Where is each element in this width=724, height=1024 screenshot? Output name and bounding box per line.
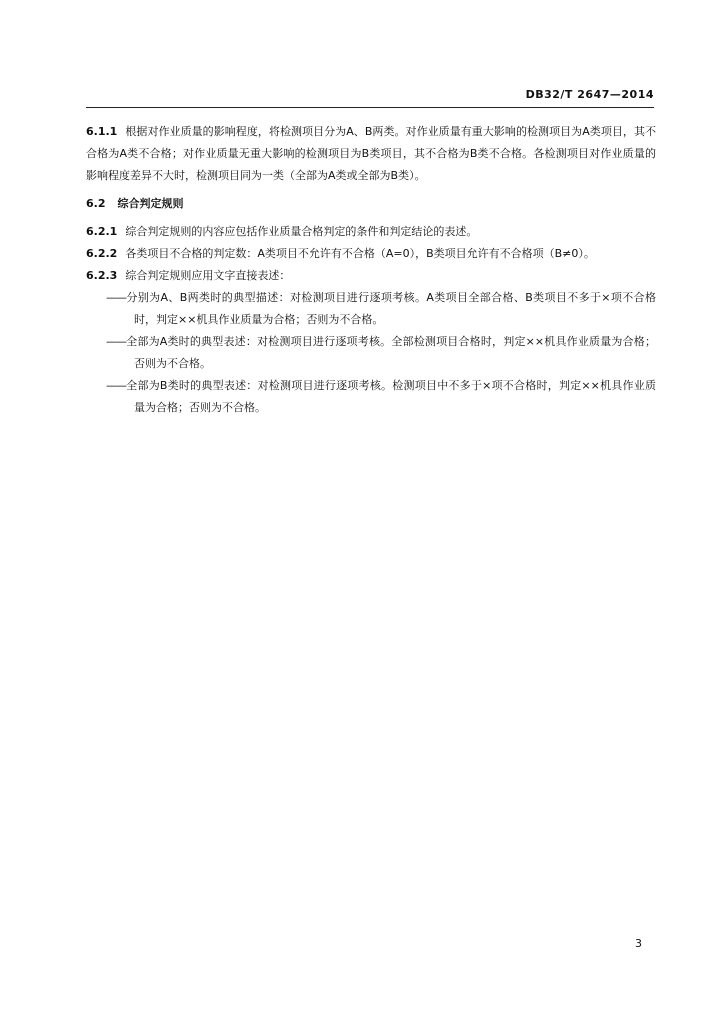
- list-item: [106, 287, 656, 331]
- list-item-text: 全部为B类时的典型表述：对检测项目进行逐项考核。检测项目中不多于×项不合格时，判定××机具作业质量为合格；否则为不合格。: [126, 379, 656, 414]
- clause-text: 根据对作业质量的影响程度，将检测项目分为A、B两类。对作业质量有重大影响的检测项目为A类项目，其不合格为A类不合格；对作业质量无重大影响的检测项目为B类项目，其不合格为B类不合格。各检测项目对作业质量的影响程度差异不大时，检测项目同为一类（全部为A类或全部为B类）。: [86, 125, 656, 182]
- clause-number: 6.2.3: [86, 269, 118, 282]
- clause-6-2-1: [86, 221, 656, 243]
- document-code: DB32/T 2647—2014: [525, 88, 654, 101]
- section-title: 综合判定规则: [117, 197, 184, 210]
- clause-text: 各类项目不合格的判定数：A类项目不允许有不合格（A=0），B类项目允许有不合格项（B≠0）。: [125, 247, 595, 260]
- list-dash: ——: [106, 379, 126, 392]
- document-body: [86, 121, 656, 419]
- clause-number: 6.2.2: [86, 247, 118, 260]
- clause-6-2-3: [86, 265, 656, 287]
- list-item-text: 全部为A类时的典型表述：对检测项目进行逐项考核。全部检测项目合格时，判定××机具作业质量为合格；否则为不合格。: [126, 335, 656, 370]
- clause-6-2-2: [86, 243, 656, 265]
- section-heading-6-2: [86, 193, 656, 215]
- page-number: 3: [635, 937, 642, 950]
- list-item: [106, 375, 656, 419]
- clause-number: 6.1.1: [86, 125, 118, 138]
- section-number: 6.2: [86, 197, 106, 210]
- list-dash: ——: [106, 335, 126, 348]
- list-item: [106, 331, 656, 375]
- header-rule: [86, 107, 654, 108]
- clause-6-1-1: [86, 121, 656, 187]
- clause-text: 综合判定规则应用文字直接表述：: [125, 269, 291, 282]
- list-dash: ——: [106, 291, 126, 304]
- list-item-text: 分别为A、B两类时的典型描述：对检测项目进行逐项考核。A类项目全部合格、B类项目不多于×项不合格时，判定××机具作业质量为合格；否则为不合格。: [126, 291, 656, 326]
- clause-number: 6.2.1: [86, 225, 118, 238]
- clause-text: 综合判定规则的内容应包括作业质量合格判定的条件和判定结论的表述。: [125, 225, 478, 238]
